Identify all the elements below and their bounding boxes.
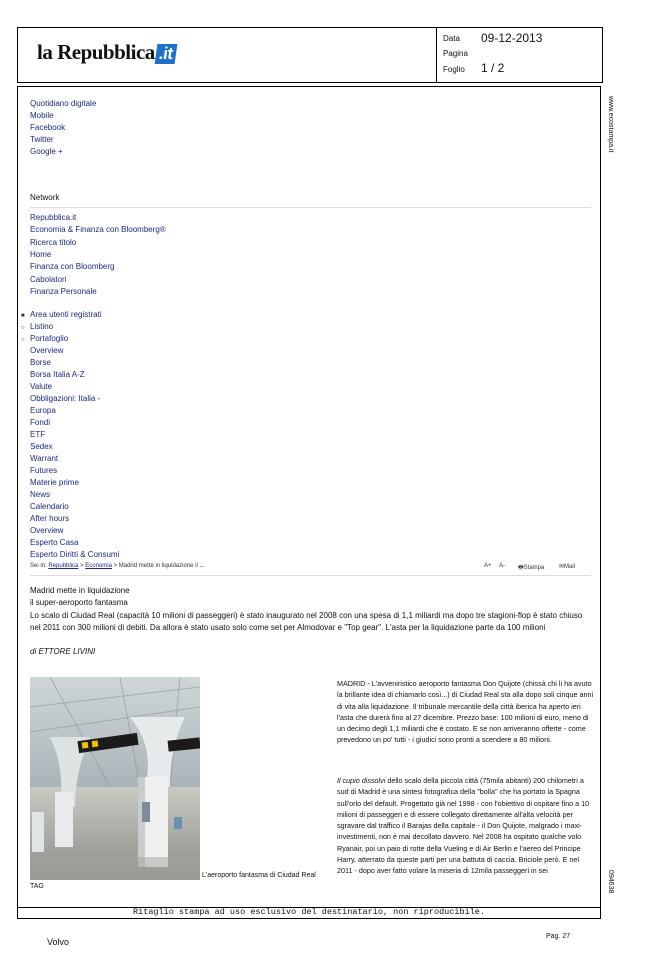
- area-link-1[interactable]: Listino: [30, 322, 54, 331]
- network-link-0[interactable]: Repubblica.it: [30, 213, 77, 222]
- top-link-3[interactable]: Twitter: [30, 135, 54, 144]
- article-title-line2: il super-aeroporto fantasma: [30, 598, 128, 607]
- article-byline: di ETTORE LIVINI: [30, 647, 96, 656]
- area-link-2[interactable]: Portafoglio: [30, 334, 69, 343]
- area-link-0[interactable]: Area utenti registrati: [30, 310, 102, 319]
- repubblica-logo: la Repubblica .it: [37, 40, 175, 65]
- top-link-4[interactable]: Google +: [30, 147, 63, 156]
- data-value: 09-12-2013: [481, 31, 543, 45]
- top-link-0[interactable]: Quotidiano digitale: [30, 99, 97, 108]
- pagina-label: Pagina: [443, 49, 468, 58]
- font-down-button[interactable]: A-: [499, 563, 505, 569]
- breadcrumb: Sei in: Repubblica > Economia > Madrid mette in liquidazione il ...: [30, 563, 205, 569]
- network-link-5[interactable]: Cabolatori: [30, 274, 67, 284]
- area-link-19[interactable]: Esperto Casa: [30, 538, 79, 547]
- area-link-10[interactable]: ETF: [30, 430, 46, 439]
- network-link-1[interactable]: Economia & Finanza con Bloomberg®: [30, 225, 166, 235]
- photo-caption: L'aeroporto fantasma di Ciudad Real: [202, 872, 316, 879]
- print-button[interactable]: 🖶Stampa: [518, 565, 545, 571]
- crumb-link-economia[interactable]: Economia: [85, 563, 112, 569]
- area-link-6[interactable]: Valute: [30, 382, 53, 391]
- area-link-9[interactable]: Fondi: [30, 418, 51, 427]
- article-lead: Lo scalo di Ciudad Real (capacità 10 milioni di passeggeri) è stato inaugurato nel 2008 con una spesa di 1,1 miliardi ma dopo tre stagioni-flop è stato chiuso nel 2011 con 300 milioni di debiti. Da allora è stato usato solo come set per Almodovar e "Top gear". L'asta per la liquidazione parte da 100 milioni: [30, 611, 583, 632]
- bullet-circle: ○: [21, 325, 25, 331]
- network-link-3[interactable]: Home: [30, 249, 52, 259]
- page-number: Pag. 27: [546, 933, 571, 940]
- area-link-15[interactable]: News: [30, 490, 51, 499]
- area-link-8[interactable]: Europa: [30, 406, 56, 415]
- area-link-11[interactable]: Sedex: [30, 442, 53, 451]
- data-label: Data: [443, 34, 460, 43]
- tag-label: TAG: [30, 883, 44, 890]
- printer-icon: 🖶: [518, 565, 524, 571]
- top-link-1[interactable]: Mobile: [30, 111, 54, 120]
- crumb-link-repubblica[interactable]: Repubblica: [48, 563, 79, 569]
- area-link-13[interactable]: Futures: [30, 466, 58, 475]
- font-up-button[interactable]: A+: [484, 563, 492, 569]
- area-link-5[interactable]: Borsa Italia A-Z: [30, 370, 85, 379]
- area-link-16[interactable]: Calendario: [30, 502, 69, 511]
- area-link-12[interactable]: Warrant: [30, 454, 59, 463]
- separator: [30, 207, 591, 208]
- bullet-circle: ○: [21, 337, 25, 343]
- mail-button[interactable]: ✉Mail: [559, 564, 576, 570]
- area-link-14[interactable]: Materie prime: [30, 478, 79, 487]
- area-link-4[interactable]: Borse: [30, 358, 51, 367]
- airport-photo: [30, 677, 200, 880]
- bullet-square: ■: [21, 313, 25, 319]
- article-title-line1: Madrid mette in liquidazione: [30, 586, 130, 595]
- side-website: www.ecostampa.it: [607, 96, 614, 153]
- mail-icon: ✉: [559, 564, 565, 570]
- area-link-17[interactable]: After hours: [30, 514, 70, 523]
- area-link-18[interactable]: Overview: [30, 526, 64, 535]
- copyright-notice: Ritaglio stampa ad uso esclusivo del destinatario, non riproducibile.: [17, 906, 601, 919]
- foglio-value: 1 / 2: [481, 61, 505, 75]
- top-link-2[interactable]: Facebook: [30, 123, 66, 132]
- article-body-paragraph-2: Il cupio dissolvi dello scalo della piccola città (75mila abitanti) 200 chilometri a sud di Madrid è una sintesi fotografica della "bolla" che ha portato la Spagna sull'orlo del default. Progettato già nel 1998 - con l'obiettivo di ospitare fino a 10 milioni di passeggeri e di essere collegato direttamente all'alta velocità per sgravare dal traffico il Barajas della capitale - il Don Quijote, malgrado i maxi-investimenti, non è mai decollato davvero. Nel 2008 ha ospitato qualche volo Ryanair, poi un paio di rotte della Vueling e di Air Berlin e l'aereo del Principe Harry, atterrato da queste parti per una battuta di caccia. Briciole però. E nel 2011 - dopo aver fatto volare la miseria di 12mila passeggeri in sei: [337, 776, 590, 876]
- network-link-4[interactable]: Finanza con Bloomberg: [30, 262, 115, 272]
- foglio-label: Foglio: [443, 65, 465, 74]
- network-label: Network: [30, 193, 60, 202]
- network-link-6[interactable]: Finanza Personale: [30, 286, 97, 296]
- area-link-20[interactable]: Esperto Diritti & Consumi: [30, 550, 120, 559]
- airport-photo-image: [30, 677, 200, 880]
- article-body-paragraph-1: MADRID - L'avveniristico aeroporto fantasma Don Quijote (chissà chi li ha avuto la brillante idea di chiamarlo così...) di Ciudad Real sta alla dopo soli cinque anni di vita alla liquidazione. Il tribunale mercantile della città iberica ha aperto ieri l'asta che durerà fino al 27 dicembre. Prezzo base: 100 milioni di euro, meno di un decimo degli 1,1 miliardi che è costato. E se non arriveranno offerte - come prevedono un po' tutti - i giudici sono pronti a scendere a 80 milioni.: [337, 679, 594, 745]
- side-code: 094638: [607, 870, 614, 894]
- separator: [30, 575, 591, 576]
- area-link-7[interactable]: Obbligazioni: Italia -: [30, 394, 101, 403]
- area-link-3[interactable]: Overview: [30, 346, 64, 355]
- network-link-2[interactable]: Ricerca titolo: [30, 237, 77, 247]
- brand-label: Volvo: [47, 937, 70, 947]
